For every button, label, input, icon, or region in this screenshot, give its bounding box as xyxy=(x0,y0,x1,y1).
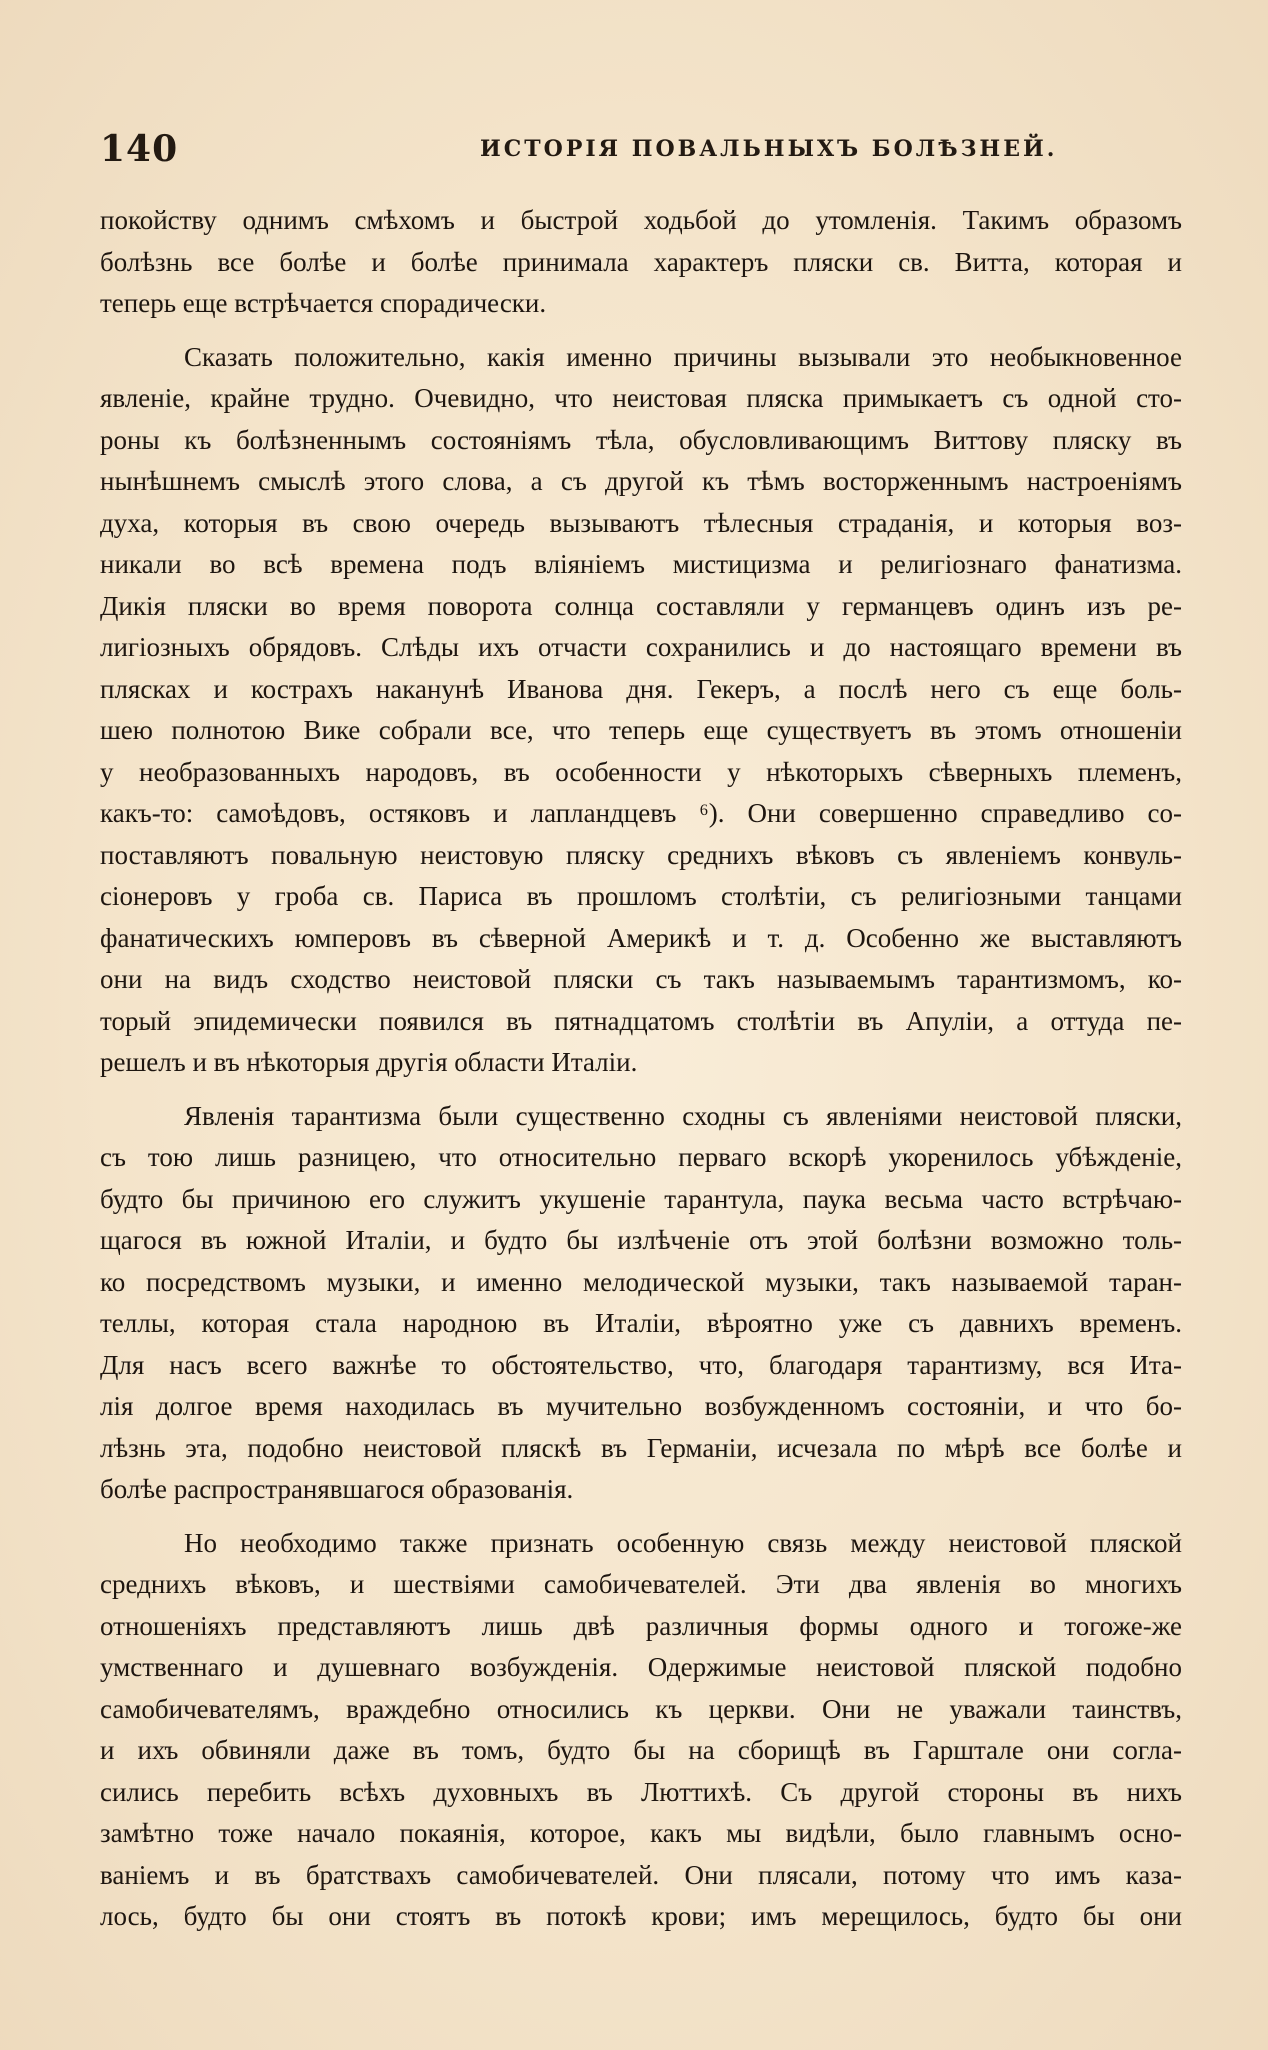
text-line: Сказать положительно, какія именно причины вызывали это необыкновенное xyxy=(184,341,1182,372)
text-line: ко посредствомъ музыки, и именно мелодической музыки, такъ называемой таран- xyxy=(100,1266,1182,1297)
text-line: теперь еще встрѣчается спорадически. xyxy=(100,288,547,318)
text-line: плясках и кострахъ наканунѣ Иванова дня. Гекеръ, а послѣ него съ еще боль- xyxy=(100,673,1182,704)
page-number: 140 xyxy=(100,128,179,170)
paragraph xyxy=(100,1096,1182,1511)
text-line: щагося въ южной Италіи, и будто бы излѣченіе отъ этой болѣзни возможно толь- xyxy=(100,1225,1182,1255)
text-line: самобичевателямъ, враждебно относились къ церкви. Они не уважали таинствъ, xyxy=(100,1693,1182,1724)
text-line: Для насъ всего важнѣе то обстоятельство, что, благодаря тарантизму, вся Ита- xyxy=(100,1349,1182,1380)
text-line: болѣе распространявшагося образованія. xyxy=(100,1474,574,1504)
text-line: замѣтно тоже начало покаянія, которое, какъ мы видѣли, было главнымъ осно- xyxy=(100,1818,1182,1848)
paragraph xyxy=(100,200,1182,325)
text-line: будто бы причиною его служитъ укушеніе тарантула, паука весьма часто встрѣчаю- xyxy=(100,1183,1182,1214)
text-line: никали во всѣ времена подъ вліяніемъ мистицизма и религіознаго фанатизма. xyxy=(100,549,1182,579)
text-line: какъ-то: самоѣдовъ, остяковъ и лапландцевъ ⁶). Они совершенно справедливо со- xyxy=(100,798,1182,828)
text-line: лось, будто бы они стоятъ въ потокѣ крови; имъ мерещилось, будто бы они xyxy=(100,1901,1182,1931)
text-line: теллы, которая стала народною въ Италіи, вѣроятно уже съ давнихъ временъ. xyxy=(100,1308,1182,1338)
text-line: они на видъ сходство неистовой пляски съ такъ называемымъ тарантизмомъ, ко- xyxy=(100,964,1182,994)
text-line: и ихъ обвиняли даже въ томъ, будто бы на сборищѣ въ Гарштале они согла- xyxy=(100,1735,1182,1765)
text-line: лія долгое время находилась въ мучительно возбужденномъ состояніи, и что бо- xyxy=(100,1391,1182,1421)
text-line: покойству однимъ смѣхомъ и быстрой ходьбой до утомленія. Такимъ образомъ xyxy=(100,205,1182,235)
text-line: нынѣшнемъ смыслѣ этого слова, а съ другой къ тѣмъ восторженнымъ настроеніямъ xyxy=(100,466,1182,496)
text-line: у необразованныхъ народовъ, въ особенности у нѣкоторыхъ сѣверныхъ племенъ, xyxy=(100,756,1182,787)
text-line: отношеніяхъ представляютъ лишь двѣ различныя формы одного и тогоже-же xyxy=(100,1610,1182,1641)
paragraph xyxy=(100,1523,1182,1938)
text-line: умственнаго и душевнаго возбужденія. Одержимые неистовой пляской подобно xyxy=(100,1652,1182,1682)
text-line: сіонеровъ у гроба св. Париса въ прошломъ столѣтіи, съ религіозными танцами xyxy=(100,881,1182,911)
text-line: фанатическихъ юмперовъ въ сѣверной Америкѣ и т. д. Особенно же выставляютъ xyxy=(100,922,1182,953)
text-line: болѣзнь все болѣе и болѣе принимала характеръ пляски св. Витта, которая и xyxy=(100,246,1182,277)
text-line: сились перебить всѣхъ духовныхъ въ Люттихѣ. Съ другой стороны въ нихъ xyxy=(100,1776,1182,1807)
text-line: съ тою лишь разницею, что относительно перваго вскорѣ укоренилось убѣжденіе, xyxy=(100,1142,1182,1172)
body-text xyxy=(100,200,1182,1950)
text-line: Явленія тарантизма были существенно сходны съ явленіями неистовой пляски, xyxy=(184,1100,1182,1131)
text-line: явленіе, крайне трудно. Очевидно, что неистовая пляска примыкаетъ съ одной сто- xyxy=(100,383,1182,413)
paragraph xyxy=(100,337,1182,1084)
text-line: Дикія пляски во время поворота солнца составляли у германцевъ одинъ изъ ре- xyxy=(100,590,1182,621)
text-line: лигіозныхъ обрядовъ. Слѣды ихъ отчасти сохранились и до настоящаго времени въ xyxy=(100,632,1182,662)
text-line: решелъ и въ нѣкоторыя другія области Италіи. xyxy=(100,1047,638,1077)
text-line: торый эпидемически появился въ пятнадцатомъ столѣтіи въ Апуліи, а оттуда пе- xyxy=(100,1005,1182,1036)
text-line: лѣзнь эта, подобно неистовой пляскѣ въ Германіи, исчезала по мѣрѣ все болѣе и xyxy=(100,1432,1182,1463)
page-header xyxy=(100,128,1180,172)
text-line: ваніемъ и въ братствахъ самобичевателей. Они плясали, потому что имъ каза- xyxy=(100,1859,1182,1890)
text-line: роны къ болѣзненнымъ состояніямъ тѣла, обусловливающимъ Виттову пляску въ xyxy=(100,424,1182,455)
text-line: духа, которыя въ свою очередь вызываютъ тѣлесныя страданія, и которыя воз- xyxy=(100,507,1182,538)
text-line: поставляютъ повальную неистовую пляску среднихъ вѣковъ съ явленіемъ конвуль- xyxy=(100,839,1182,870)
text-line: шею полнотою Вике собрали все, что теперь еще существуетъ въ этомъ отношеніи xyxy=(100,715,1182,745)
text-line: среднихъ вѣковъ, и шествіями самобичевателей. Эти два явленія во многихъ xyxy=(100,1569,1182,1599)
running-title: ИСТОРІЯ ПОВАЛЬНЫХЪ БОЛѢЗНЕЙ. xyxy=(480,136,1058,162)
text-line: Но необходимо также признать особенную связь между неистовой пляской xyxy=(184,1527,1182,1558)
